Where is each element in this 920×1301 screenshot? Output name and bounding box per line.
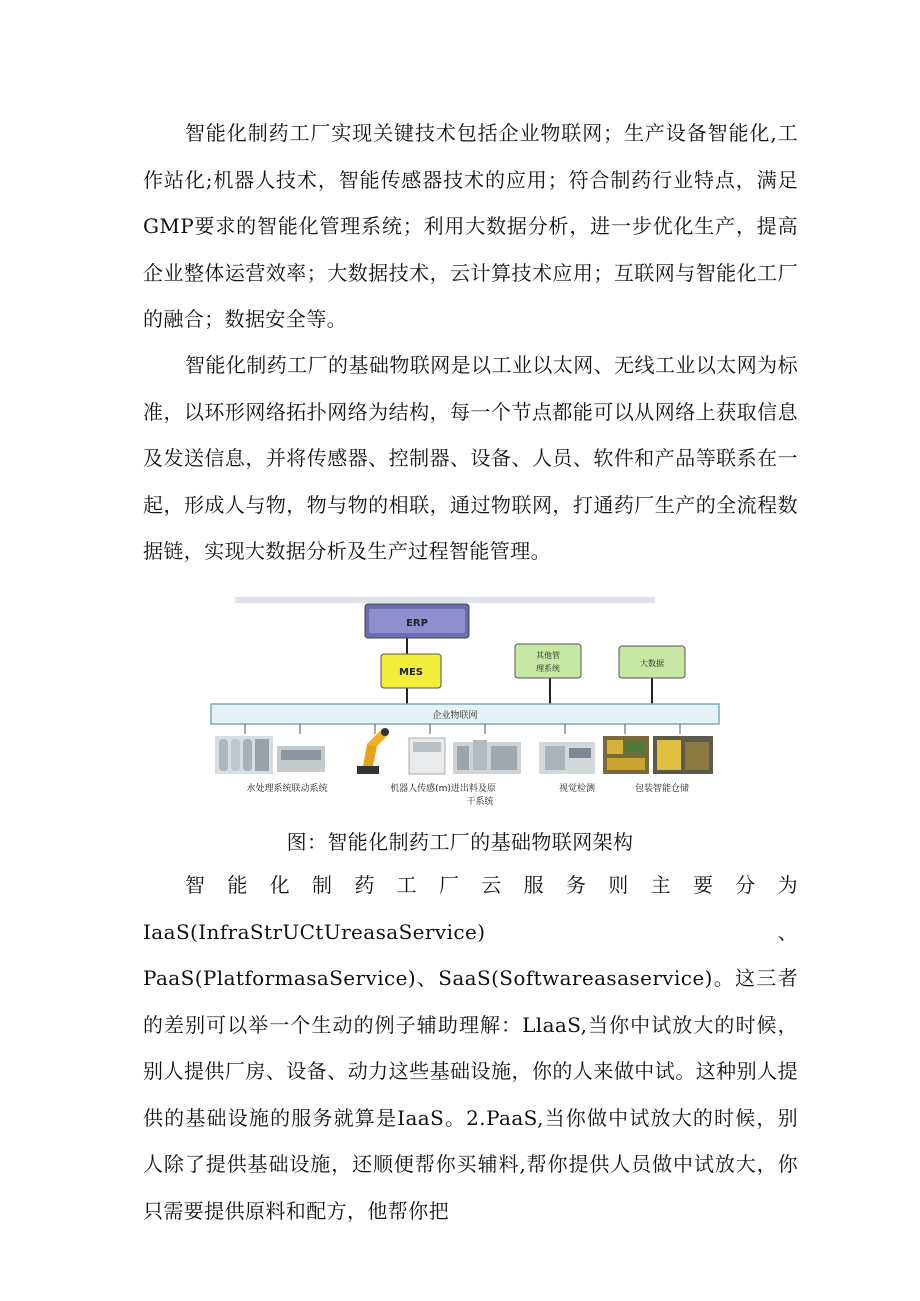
label-drying-system: 干系统 xyxy=(466,797,494,807)
other-management-line2: 理系统 xyxy=(536,664,560,673)
water-treatment-equipment-image xyxy=(215,736,325,774)
feeding-machine-image xyxy=(409,738,445,774)
erp-label: ERP xyxy=(406,618,428,629)
big-data-label: 大数据 xyxy=(640,659,664,668)
erp-box xyxy=(365,604,469,638)
robot-arm-image xyxy=(357,728,389,774)
iot-architecture-figure xyxy=(205,596,725,816)
bus-label: 企业物联网 xyxy=(432,711,478,721)
mes-label: MES xyxy=(399,667,423,678)
label-water-treatment: 水处理系统联动系统 xyxy=(246,784,328,794)
label-robot-feeding: 机器人传感(m)进出料及原 xyxy=(390,784,496,794)
big-data-box xyxy=(619,646,685,678)
figure-header-strip xyxy=(235,597,655,603)
figure-caption: 图：智能化制药工厂的基础物联网架构 xyxy=(286,830,634,854)
drying-system-image xyxy=(453,740,521,774)
packaging-warehouse-image xyxy=(603,736,713,774)
label-vision-inspection: 视觉检测 xyxy=(558,784,596,794)
paragraph-iot-network: 智能化制药工厂的基础物联网是以工业以太网、无线工业以太网为标准，以环形网络拓扑网络为结构，每一个节点都能可以从网络上获取信息及发送信息，并将传感器、控制器、设备、人员、软件和产品等联系在一起，形成人与物，物与物的相联，通过物联网，打通药厂生产的全流程数据链，实现大数据分析及生产过程智能管理。 xyxy=(143,353,798,563)
vision-inspection-image xyxy=(539,742,595,774)
paragraph-key-technologies: 智能化制药工厂实现关键技术包括企业物联网；生产设备智能化,工作站化;机器人技术，智能传感器技术的应用；符合制药行业特点，满足GMP要求的智能化管理系统；利用大数据分析，进一步优化生产，提高企业整体运营效率；大数据技术，云计算技术应用；互联网与智能化工厂的融合；数据安全等。 xyxy=(143,121,798,331)
paragraph-cloud-services: 智能化制药工厂云服务则主要分为IaaS(InfraStrUCtUreasaService)、PaaS(PlatformasaService)、SaaS(Softwareasaservice)。这三者的差别可以举一个生动的例子辅助理解：LlaaS,当你中试放大的时候，别人提供厂房、设备、动力这些基础设施，你的人来做中试。这种别人提供的基础设施的服务就算是IaaS。2.PaaS,当你做中试放大的时候，别人除了提供基础设施，还顺便帮你买辅料,帮你提供人员做中试放大，你只需要提供原料和配方，他帮你把 xyxy=(143,873,798,1223)
mes-box xyxy=(381,654,441,688)
label-packaging-warehouse: 包装智能仓储 xyxy=(634,784,690,794)
other-management-box xyxy=(515,644,581,678)
other-management-line1: 其他管 xyxy=(536,651,560,660)
enterprise-iot-bus xyxy=(211,704,719,724)
